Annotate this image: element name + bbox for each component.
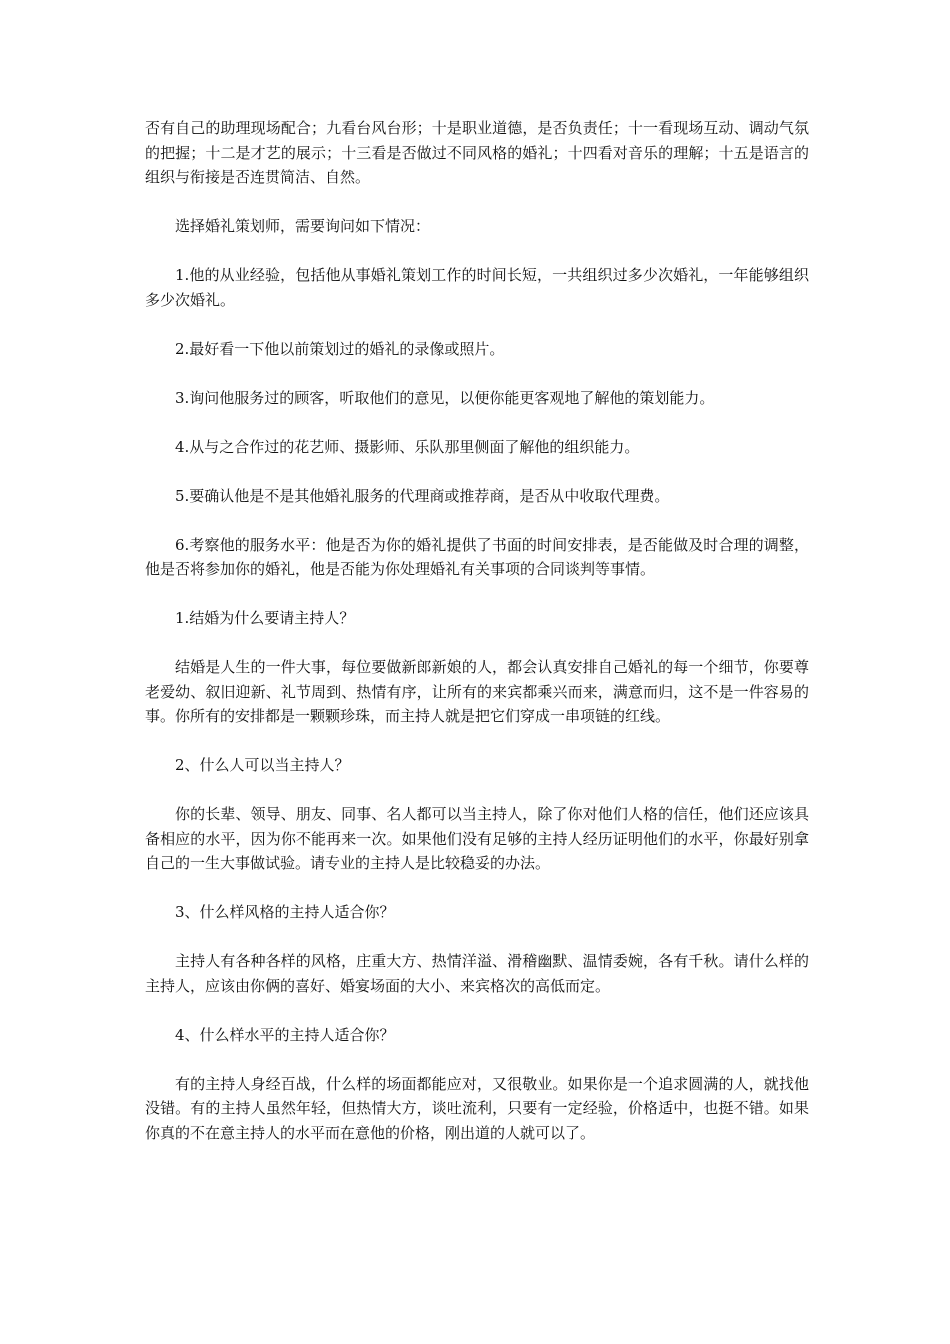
heading-question-1: 1.结婚为什么要请主持人？ (175, 609, 355, 627)
paragraph-continuation: 否有自己的助理现场配合；九看台风台形；十是职业道德，是否负责任；十一看现场互动、调动气氛的把握；十二是才艺的展示；十三看是否做过不同风格的婚礼；十四看对音乐的理解；十五是语言的组织与衔接是否连贯简洁、自然。 (145, 119, 809, 186)
paragraph-planner-item-6: 6.考察他的服务水平：他是否为你的婚礼提供了书面的时间安排表，是否能做及时合理的调整，他是否将参加你的婚礼，他是否能为你处理婚礼有关事项的合同谈判等事情。 (145, 535, 809, 578)
paragraph-planner-item-4: 4.从与之合作过的花艺师、摄影师、乐队那里侧面了解他的组织能力。 (175, 437, 640, 456)
heading-question-4: 4、什么样水平的主持人适合你？ (175, 1025, 395, 1044)
paragraph-planner-item-3: 3.询问他服务过的顾客，听取他们的意见，以便你能更客观地了解他的策划能力。 (175, 388, 715, 407)
paragraph-planner-intro: 选择婚礼策划师，需要询问如下情况： (175, 217, 431, 235)
paragraph-planner-item-1: 1.他的从业经验，包括他从事婚礼策划工作的时间长短，一共组织过多少次婚礼，一年能够组织多少次婚礼。 (145, 266, 809, 309)
paragraph-answer-4: 有的主持人身经百战，什么样的场面都能应对，又很敬业。如果你是一个追求圆满的人，就找他没错。有的主持人虽然年轻，但热情大方，谈吐流利，只要有一定经验，价格适中，也挺不错。如果你真的不在意主持人的水平而在意他的价格，刚出道的人就可以了。 (145, 1074, 809, 1142)
paragraph-answer-3: 主持人有各种各样的风格，庄重大方、热情洋溢、滑稽幽默、温情委婉，各有千秋。请什么样的主持人，应该由你俩的喜好、婚宴场面的大小、来宾格次的高低而定。 (145, 952, 809, 995)
paragraph-answer-2: 你的长辈、领导、朋友、同事、名人都可以当主持人，除了你对他们人格的信任，他们还应该具备相应的水平，因为你不能再来一次。如果他们没有足够的主持人经历证明他们的水平，你最好别拿自己的一生大事做试验。请专业的主持人是比较稳妥的办法。 (145, 805, 809, 872)
heading-question-2: 2、什么人可以当主持人？ (175, 756, 350, 774)
paragraph-planner-item-2: 2.最好看一下他以前策划过的婚礼的录像或照片。 (175, 339, 505, 358)
document-body (145, 116, 809, 1170)
paragraph-planner-item-5: 5.要确认他是不是其他婚礼服务的代理商或推荐商，是否从中收取代理费。 (175, 486, 670, 505)
heading-question-3: 3、什么样风格的主持人适合你？ (175, 903, 395, 921)
paragraph-answer-1: 结婚是人生的一件大事，每位要做新郎新娘的人，都会认真安排自己婚礼的每一个细节，你要尊老爱幼、叙旧迎新、礼节周到、热情有序，让所有的来宾都乘兴而来，满意而归，这不是一件容易的事。你所有的安排都是一颗颗珍珠，而主持人就是把它们穿成一串项链的红线。 (145, 658, 809, 725)
